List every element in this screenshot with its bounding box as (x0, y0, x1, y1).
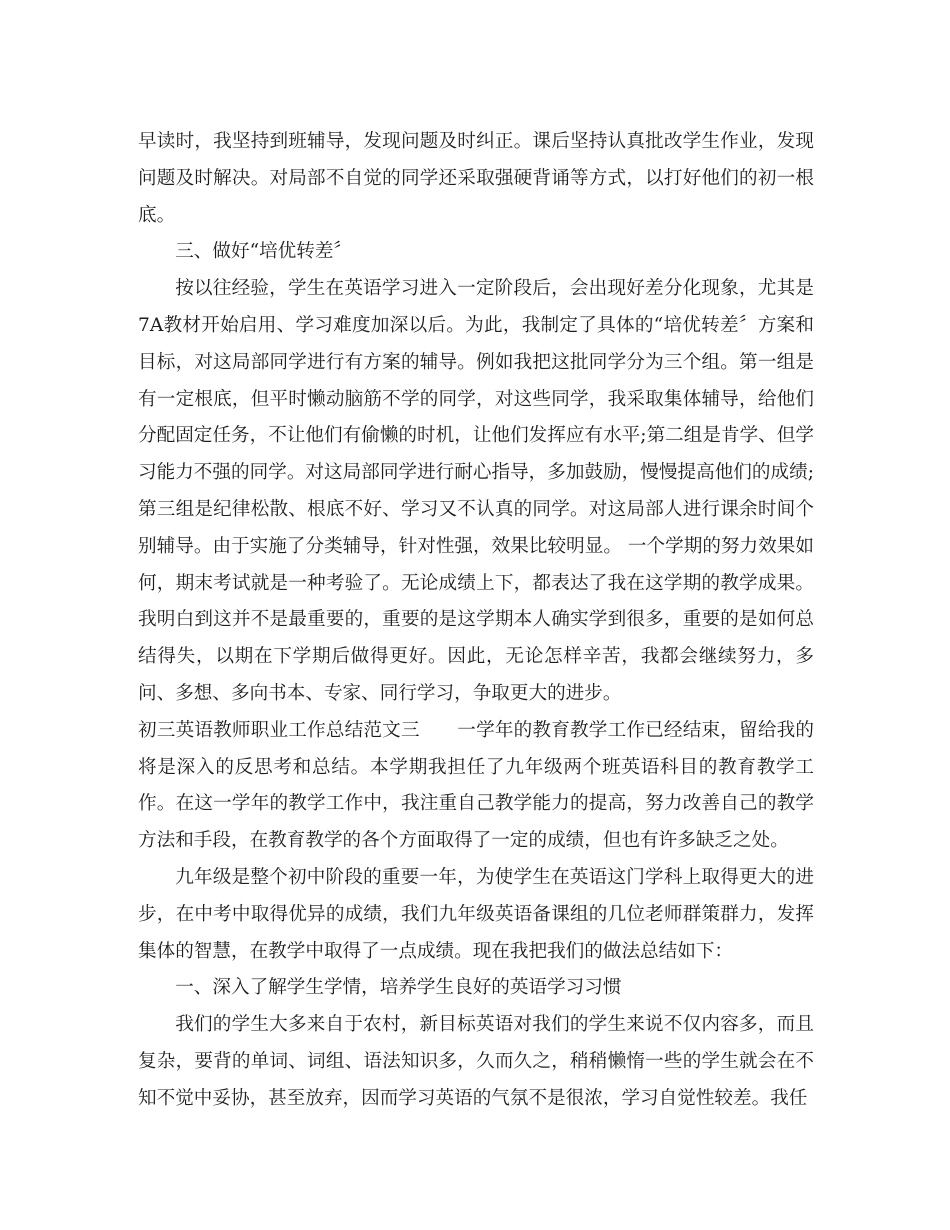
paragraph-fanwen-three: 初三英语教师职业工作总结范文三 一学年的教育教学工作已经结束，留给我的将是深入的反思考和总结。本学期我担任了九年级两个班英语科目的教育教学工作。在这一学年的教学工作中，我注重自己教学能力的提高，努力改善自己的教学方法和手段，在教育教学的各个方面取得了一定的成绩，但也有许多缺乏之处。 (138, 719, 814, 852)
paragraph-peiyou-zhuancha: 按以往经验，学生在英语学习进入一定阶段后，会出现好差分化现象，尤其是7A教材开始启用、学习难度加深以后。为此，我制定了具体的“培优转差〞方案和目标，对这局部同学进行有方案的辅导。例如我把这批同学分为三个组。第一组是有一定根底，但平时懒动脑筋不学的同学，对这些同学，我采取集体辅导，给他们分配固定任务，不让他们有偷懒的时机，让他们发挥应有水平;第二组是肯学、但学习能力不强的同学。对这局部同学进行耐心指导，多加鼓励，慢慢提高他们的成绩;第三组是纪律松散、根底不好、学习又不认真的同学。对这局部人进行课余时间个别辅导。由于实施了分类辅导，针对性强，效果比较明显。 一个学期的努力效果如何，期末考试就是一种考验了。无论成绩上下，都表达了我在这学期的教学成果。我明白到这并不是最重要的，重要的是这学期本人确实学到很多，重要的是如何总结得失，以期在下学期后做得更好。因此，无论怎样辛苦，我都会继续努力，多问、多想、多向书本、专家、同行学习，争取更大的进步。 (138, 278, 814, 704)
paragraph-grade-nine: 九年级是整个初中阶段的重要一年，为使学生在英语这门学科上取得更大的进步，在中考中取得优异的成绩，我们九年级英语备课组的几位老师群策群力，发挥集体的智慧，在教学中取得了一点成绩。现在我把我们的做法总结如下： (138, 866, 814, 962)
document-body (138, 124, 814, 1118)
section-heading-one: 一、深入了解学生学情，培养学生良好的英语学习习惯 (175, 977, 622, 999)
paragraph-students: 我们的学生大多来自于农村，新目标英语对我们的学生来说不仅内容多，而且复杂，要背的单词、词组、语法知识多，久而久之，稍稍懒惰一些的学生就会在不知不觉中妥协，甚至放弃，因而学习英语的气氛不是很浓，学习自觉性较差。我任 (138, 1014, 814, 1109)
paragraph-continuation: 早读时，我坚持到班辅导，发现问题及时纠正。课后坚持认真批改学生作业，发现问题及时解决。对局部不自觉的同学还采取强硬背诵等方式，以打好他们的初一根底。 (138, 131, 814, 226)
section-heading-three: 三、做好“培优转差〞 (175, 241, 353, 263)
